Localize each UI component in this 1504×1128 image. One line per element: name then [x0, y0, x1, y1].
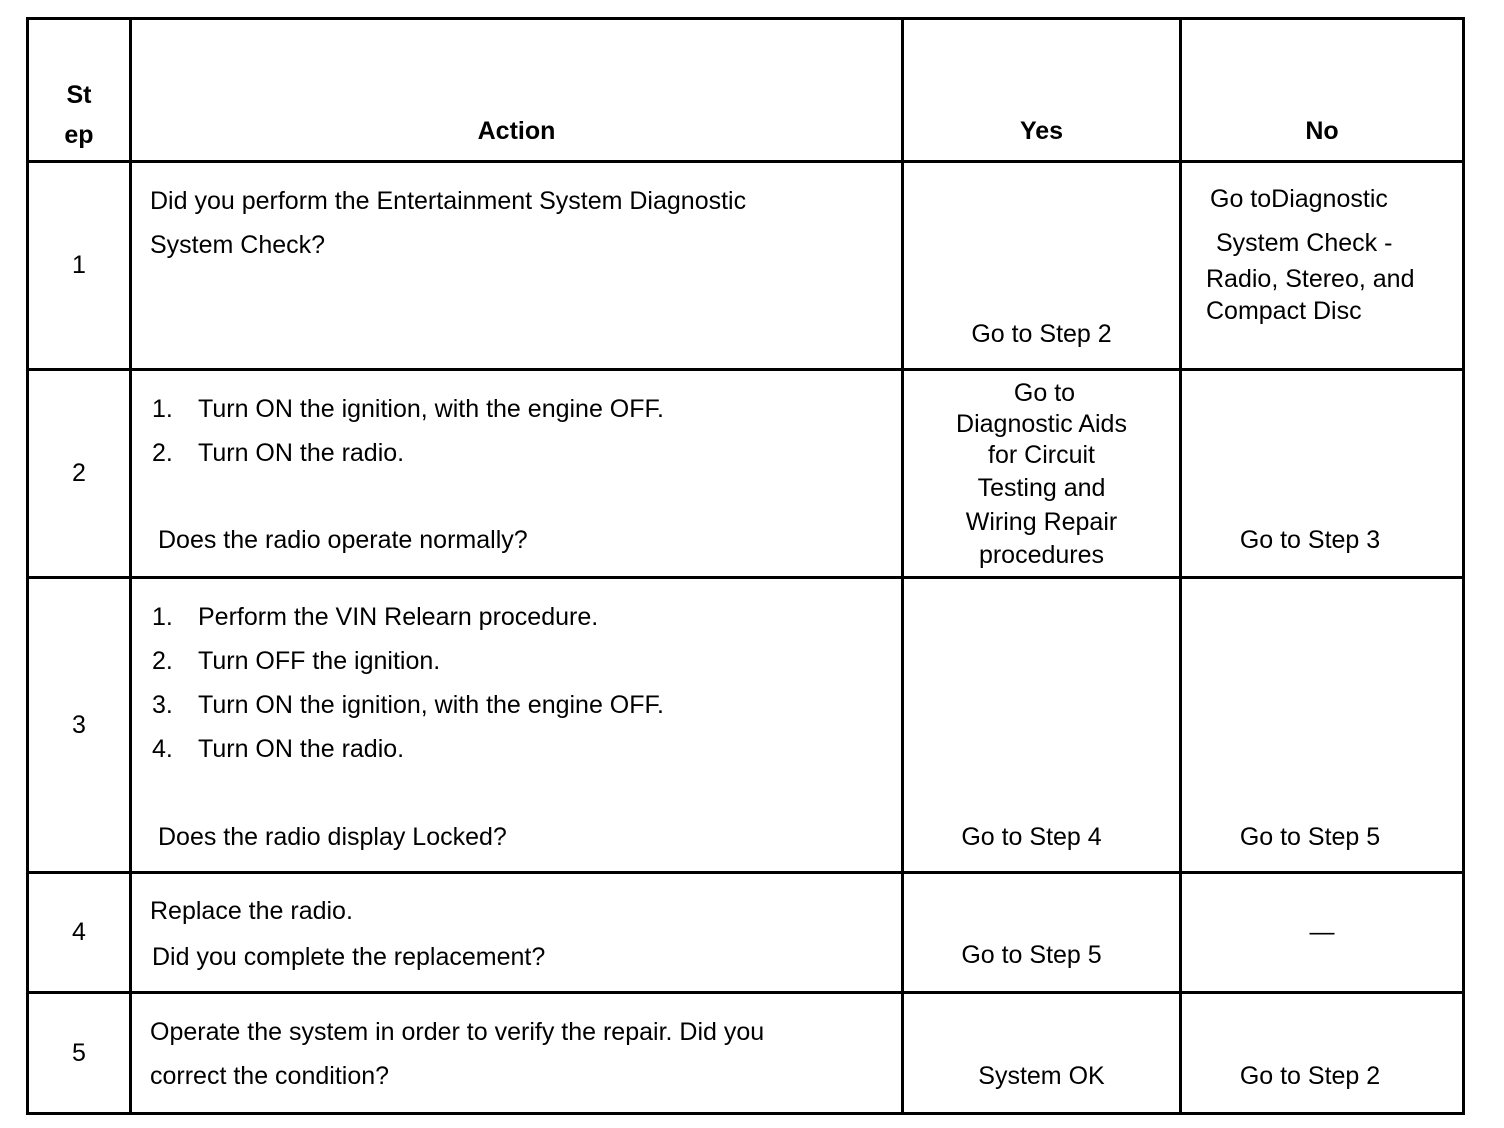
no-result: Go to Step 5	[1239, 823, 1381, 851]
action-cell	[131, 578, 903, 873]
yes-cell	[903, 162, 1181, 370]
list-item: 4. Turn ON the radio.	[152, 735, 405, 763]
question-text: Does the radio display Locked?	[158, 823, 507, 851]
yes-cell	[903, 370, 1181, 578]
question-text: Does the radio operate normally?	[158, 526, 528, 554]
no-cell	[1181, 162, 1464, 370]
no-result-line: System Check -	[1216, 229, 1393, 257]
action-text-line: Operate the system in order to verify the repair. Did you	[150, 1018, 765, 1046]
yes-result: System OK	[978, 1062, 1105, 1090]
yes-cell	[903, 993, 1181, 1114]
no-result: Go to Step 3	[1239, 526, 1381, 554]
table-row	[28, 162, 1464, 370]
no-cell	[1181, 370, 1464, 578]
action-text-line: System Check?	[150, 231, 326, 259]
list-item: 2. Turn OFF the ignition.	[152, 647, 441, 675]
no-cell	[1181, 578, 1464, 873]
yes-result: Go to Step 5	[961, 941, 1102, 969]
step-number: 3	[28, 578, 131, 873]
step-list	[132, 579, 901, 771]
table-row	[28, 578, 1464, 873]
yes-column-header: Yes	[903, 19, 1181, 162]
table-row	[28, 370, 1464, 578]
yes-result: Go to Step 2	[971, 320, 1112, 348]
list-item: 3. Turn ON the ignition, with the engine OFF.	[152, 691, 664, 719]
no-result-line: Radio, Stereo, and	[1206, 265, 1415, 293]
no-column-header: No	[1181, 19, 1464, 162]
yes-result: Go to Step 4	[961, 823, 1102, 851]
no-cell	[1181, 873, 1464, 993]
action-text-line: Did you perform the Entertainment System Diagnostic	[150, 187, 747, 215]
no-result: Go to Step 2	[1239, 1062, 1381, 1090]
list-item: 2. Turn ON the radio.	[152, 439, 405, 467]
no-result-line: Go toDiagnostic	[1210, 185, 1388, 213]
step-column-header: St ep	[28, 19, 131, 162]
step-number: 4	[28, 873, 131, 993]
action-text-line: Replace the radio.	[150, 897, 353, 925]
diagnostic-table	[26, 17, 1465, 1115]
list-item: 1. Perform the VIN Relearn procedure.	[152, 603, 599, 631]
action-text-line: correct the condition?	[150, 1062, 390, 1090]
action-text-line: Did you complete the replacement?	[152, 943, 546, 971]
yes-result: Go to Diagnostic Aids for Circuit Testing and Wiring Repair procedures	[956, 379, 1127, 569]
action-cell	[131, 993, 903, 1114]
yes-cell	[903, 873, 1181, 993]
table-row	[28, 873, 1464, 993]
step-list	[132, 371, 901, 475]
action-cell	[131, 162, 903, 370]
step-number: 2	[28, 370, 131, 578]
step-number: 5	[28, 993, 131, 1114]
no-cell	[1181, 993, 1464, 1114]
yes-cell	[903, 578, 1181, 873]
action-cell	[131, 873, 903, 993]
table-row	[28, 993, 1464, 1114]
no-result: —	[1309, 918, 1335, 946]
header-row	[28, 19, 1464, 162]
list-item: 1. Turn ON the ignition, with the engine OFF.	[152, 395, 664, 423]
no-result-line: Compact Disc	[1206, 297, 1362, 325]
action-column-header: Action	[131, 19, 903, 162]
action-cell	[131, 370, 903, 578]
step-number: 1	[28, 162, 131, 370]
